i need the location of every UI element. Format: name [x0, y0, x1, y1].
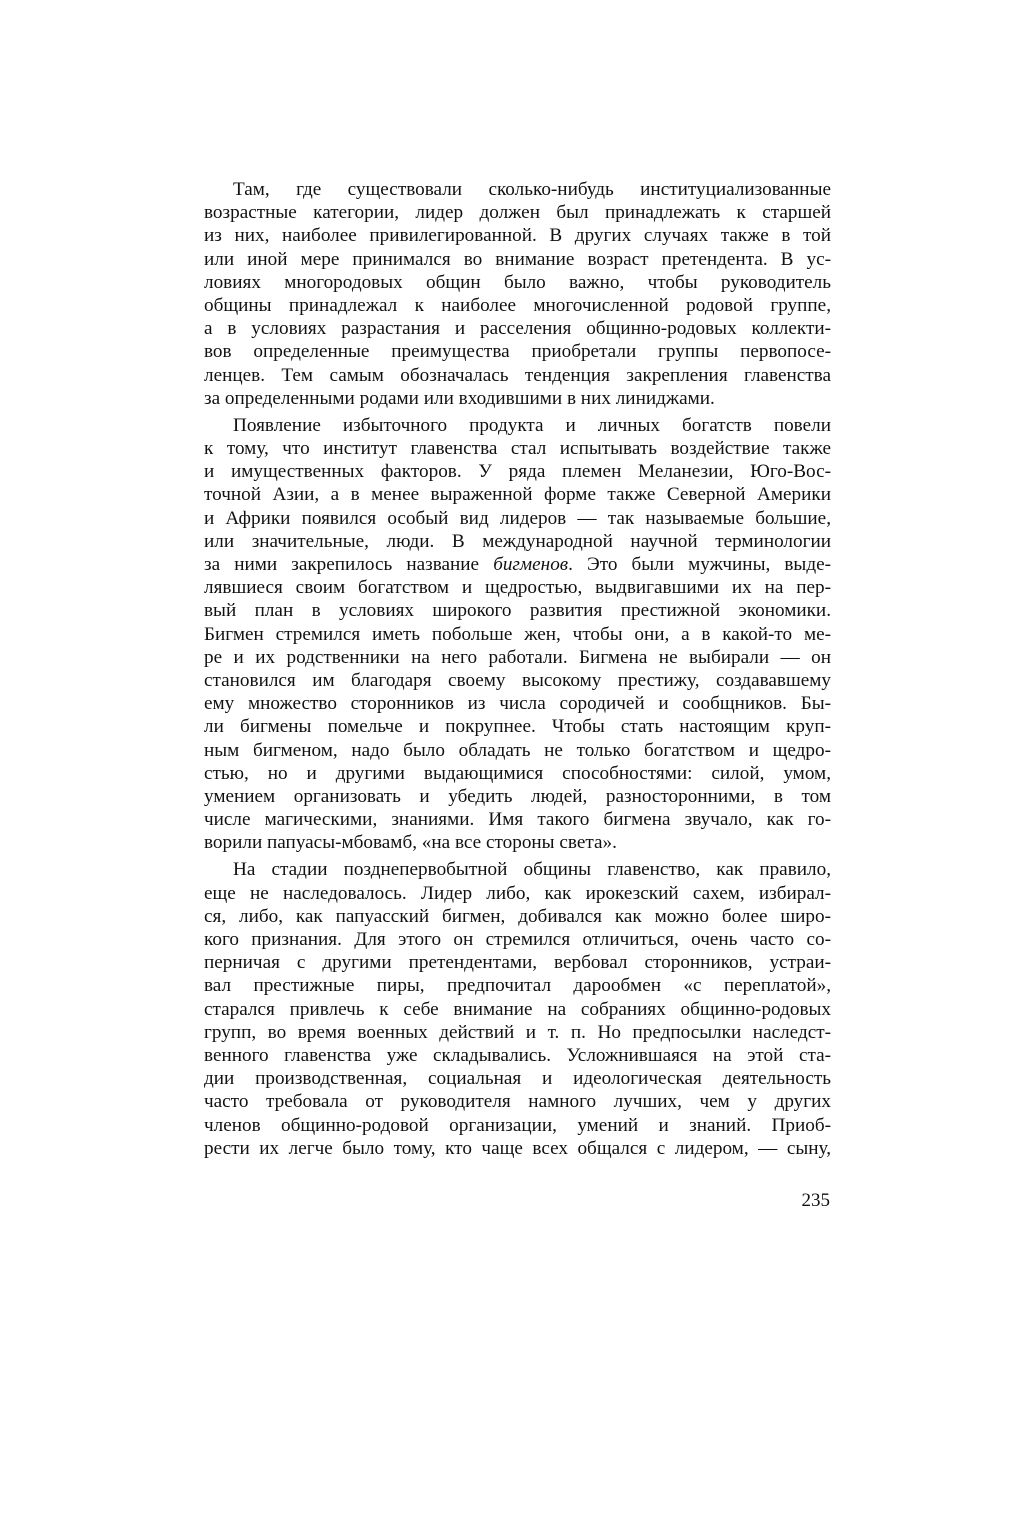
text-line: за определенными родами или входившими в них линиджами.: [204, 387, 715, 409]
paragraph-2: [204, 414, 831, 855]
text-line: кого признания. Для этого он стремился отличиться, очень часто со-: [204, 929, 831, 950]
text-line: вый план в условиях широкого развития престижной экономики.: [204, 600, 831, 622]
text-line: вал престижные пиры, предпочитал дарообмен «с переплатой»,: [204, 975, 831, 997]
text-line: становился им благодаря своему высокому престижу, создававшему: [204, 669, 831, 691]
page-number: 235: [801, 1190, 830, 1211]
text-line: ся, либо, как папуасский бигмен, добивался как можно более широ-: [204, 905, 831, 927]
text-line: умением организовать и убедить людей, разносторонними, в том: [204, 785, 831, 807]
text-line: стью, но и другими выдающимися способностями: силой, умом,: [204, 762, 831, 784]
text-line: числе магическими, знаниями. Имя такого бигмена звучало, как го-: [204, 809, 831, 831]
text-line: и Африки появился особый вид лидеров — так называемые большие,: [204, 507, 831, 529]
text-line: ленцев. Тем самым обозначалась тенденция закрепления главенства: [204, 364, 831, 386]
text-line: общины принадлежал к наиболее многочисленной родовой группе,: [204, 294, 831, 316]
text-line: ли бигмены помельче и покрупнее. Чтобы стать настоящим круп-: [204, 716, 831, 738]
text-after-term: . Это были мужчины, выде-: [568, 554, 831, 575]
text-line: дии производственная, социальная и идеологическая деятельность: [204, 1068, 831, 1090]
text-line: или значительные, люди. В международной научной терминологии: [204, 530, 831, 552]
text-line: часто требовала от руководителя намного лучших, чем у других: [204, 1091, 831, 1113]
text-line: к тому, что институт главенства стал испытывать воздействие также: [204, 438, 831, 460]
text-line: рести их легче было тому, кто чаще всех общался с лидером, — сыну,: [204, 1137, 831, 1159]
text-line: вов определенные преимущества приобретали группы первопосе-: [204, 341, 831, 363]
text-line: ловиях многородовых общин было важно, чтобы руководитель: [204, 271, 831, 293]
text-line: старался привлечь к себе внимание на собраниях общинно-родовых: [204, 998, 831, 1020]
text-line: ворили папуасы-мбовамб, «на все стороны света».: [204, 832, 617, 854]
text-line: перничая с другими претендентами, вербовал сторонников, устраи-: [204, 952, 831, 974]
text-line: ным бигменом, надо было обладать не только богатством и щедро-: [204, 739, 831, 761]
text-line: лявшиеся своим богатством и щедростью, выдвигавшими их на пер-: [204, 577, 831, 599]
text-line: венного главенства уже складывались. Усложнившаяся на этой ста-: [204, 1044, 831, 1066]
text-before-term: за ними закрепилось название: [204, 554, 494, 575]
text-line: групп, во время военных действий и т. п. Но предпосылки наследст-: [204, 1021, 831, 1043]
text-line: еще не наследовалось. Лидер либо, как ирокезский сахем, избирал-: [204, 882, 831, 904]
text-line: Появление избыточного продукта и личных богатств повели: [233, 414, 831, 436]
text-line: На стадии позднепервобытной общины главенство, как правило,: [233, 859, 831, 881]
text-line-with-italic-term: [204, 553, 831, 576]
text-line: точной Азии, а в менее выраженной форме также Северной Америки: [204, 484, 831, 506]
page-body: [204, 178, 831, 1164]
text-line: Бигмен стремился иметь побольше жен, чтобы они, а в какой-то ме-: [204, 623, 831, 645]
text-line: из них, наиболее привилегированной. В других случаях также в той: [204, 225, 831, 247]
text-line: ре и их родственники на него работали. Бигмена не выбирали — он: [204, 646, 831, 668]
text-line: и имущественных факторов. У ряда племен Меланезии, Юго-Вос-: [204, 461, 831, 483]
text-line: или иной мере принимался во внимание возраст претендента. В ус-: [204, 248, 831, 270]
paragraph-1: [204, 178, 831, 410]
text-line: а в условиях разрастания и расселения общинно-родовых коллекти-: [204, 318, 831, 340]
text-line: возрастные категории, лидер должен был принадлежать к старшей: [204, 202, 831, 224]
text-line: членов общинно-родовой организации, умений и знаний. Приоб-: [204, 1114, 831, 1136]
text-line: Там, где существовали сколько-нибудь институциализованные: [233, 179, 831, 200]
paragraph-3: [204, 858, 831, 1159]
text-line: ему множество сторонников из числа сородичей и сообщников. Бы-: [204, 693, 831, 715]
italic-term: бигменов: [493, 554, 569, 575]
